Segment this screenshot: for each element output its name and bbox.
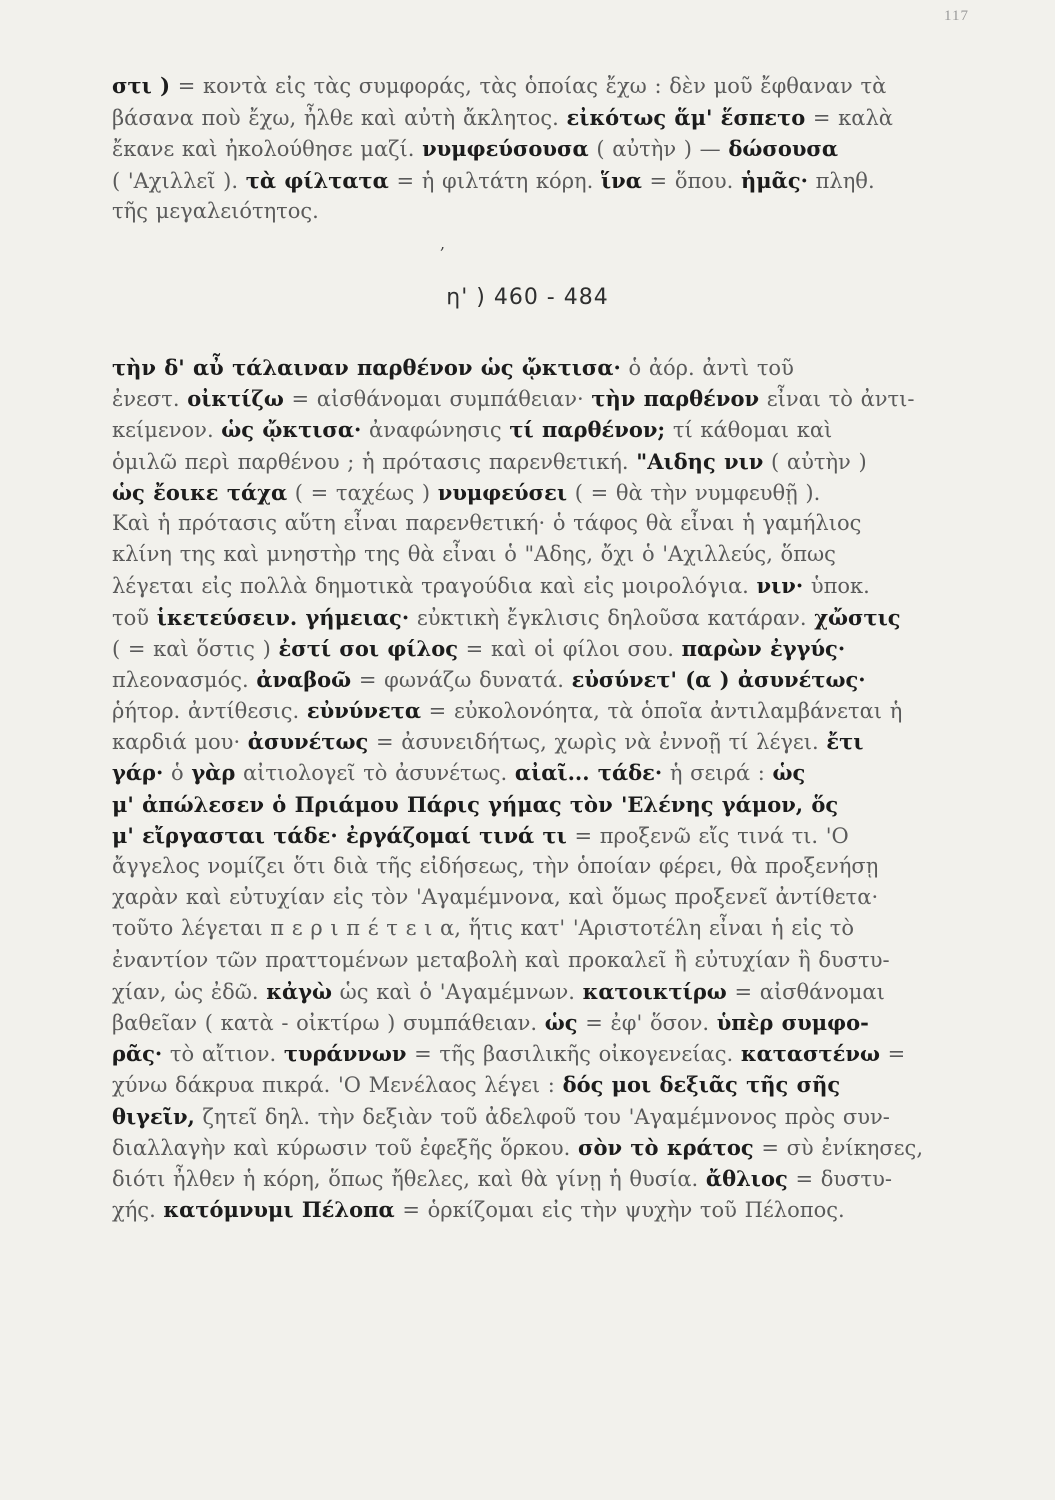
bold-term: εὐσύνετ' (α ) ἀσυνέτως·: [571, 666, 866, 692]
bold-term: μ' ἀπώλεσεν ὁ Πριάμου Πάρις γήμας τὸν 'Ελένης γάμον, ὅς: [112, 791, 839, 817]
text-line: [112, 913, 912, 944]
gloss-text: διαλλαγὴν καὶ κύρωσιν τοῦ ἐφεξῆς ὅρκου.: [112, 1135, 579, 1160]
gloss-text: ( = ταχέως ): [287, 480, 438, 505]
bold-term: κατόμνυμι Πέλοπα: [163, 1197, 395, 1223]
gloss-text: ὑποκ.: [803, 574, 870, 599]
bold-term: νυμφεύσουσα: [422, 136, 589, 162]
gloss-text: τοῦ: [112, 605, 157, 630]
text-line: [112, 1132, 923, 1163]
bold-term: ἀναβοῶ: [256, 666, 352, 692]
gloss-text: ( = καὶ ὅστις ): [112, 636, 279, 661]
section-heading: η' ) 460 - 484: [446, 285, 609, 310]
gloss-text: = αἰσθάνομαι συμπάθειαν·: [283, 387, 592, 412]
text-line: [112, 1101, 912, 1132]
bold-term: καταστένω: [740, 1041, 880, 1067]
gloss-text: χής.: [112, 1198, 164, 1223]
gloss-text: ( αὐτὴν ) —: [588, 137, 729, 162]
bold-term: τί παρθένον;: [509, 417, 666, 443]
text-line: [112, 1194, 912, 1225]
text-line: [112, 352, 912, 383]
gloss-text: ὁμιλῶ περὶ παρθένου ; ἡ πρότασις παρενθετική.: [112, 449, 637, 474]
stray-mark: ,: [440, 234, 446, 253]
bold-term: ὡς ᾤκτισα·: [221, 417, 362, 443]
bold-term: χὤστις: [814, 604, 901, 630]
gloss-text: βαθεῖαν ( κατὰ - οἰκτίρω ) συμπάθειαν.: [112, 1010, 545, 1035]
bold-term: εὐνύνετα: [306, 698, 421, 724]
text-line: [112, 820, 912, 851]
bold-term: κἀγὼ: [266, 978, 332, 1004]
gloss-text: κείμενον.: [112, 418, 222, 443]
text-line: [112, 726, 912, 757]
text-line: [112, 477, 912, 508]
gloss-text: = τῆς βασιλικῆς οἰκογενείας.: [406, 1042, 741, 1067]
text-line: [112, 602, 912, 633]
text-line: [112, 1007, 912, 1038]
gloss-text: = προξενῶ εἴς τινά τι. 'Ο: [566, 823, 849, 848]
gloss-text: = αἰσθάνομαι: [726, 979, 885, 1004]
gloss-text: τοῦτο λέγεται π ε ρ ι π έ τ ε ι α, ἥτις κατ' 'Αριστοτέλη εἶναι ἡ εἰς τὸ: [112, 916, 855, 941]
gloss-text: = ὁρκίζομαι εἰς τὴν ψυχὴν τοῦ Πέλοπος.: [394, 1198, 845, 1223]
gloss-text: = καλὰ: [805, 105, 893, 130]
text-line: [112, 539, 912, 570]
bold-term: δός μοι δεξιᾶς τῆς σῆς: [562, 1072, 841, 1098]
text-line: [112, 789, 912, 820]
gloss-text: = κοντὰ εἰς τὰς συμφοράς, τὰς ὁποίας ἔχω : δὲν μοῦ ἔφθαναν τὰ: [170, 74, 887, 98]
gloss-text: Καὶ ἡ πρότασις αὕτη εἶναι παρενθετική· ὁ τάφος θὰ εἶναι ἡ γαμήλιος: [112, 510, 862, 535]
text-line: [112, 757, 912, 788]
bold-term: σὸν τὸ κράτος: [578, 1134, 754, 1160]
gloss-text: τὸ αἴτιον.: [162, 1042, 284, 1067]
text-line: [112, 1038, 912, 1069]
gloss-text: πλεονασμός.: [112, 667, 257, 692]
bold-term: νιν·: [756, 573, 804, 599]
gloss-text: = εὐκολονόητα, τὰ ὁποῖα ἀντιλαμβάνεται ἡ: [421, 699, 903, 724]
bold-term: παρὼν ἐγγύς·: [681, 635, 846, 661]
text-line: [112, 133, 912, 165]
text-line: [112, 633, 912, 664]
bold-term: ἀσυνέτως: [247, 729, 369, 755]
gloss-text: = ὅπου.: [641, 168, 742, 193]
paragraph-2: [112, 352, 923, 1225]
gloss-text: ἐνεστ.: [112, 387, 188, 412]
gloss-text: ὡς καὶ ὁ 'Αγαμέμνων.: [331, 979, 583, 1004]
text-line: [112, 446, 912, 477]
gloss-text: =: [879, 1042, 906, 1067]
gloss-text: λέγεται εἰς πολλὰ δημοτικὰ τραγούδια καὶ εἰς μοιρολόγια.: [112, 574, 757, 599]
text-line: [112, 976, 912, 1007]
gloss-text: τῆς μεγαλειότητος.: [112, 199, 319, 224]
gloss-text: ὁ: [163, 761, 192, 786]
gloss-text: ἔκανε καὶ ἠκολούθησε μαζί.: [112, 137, 423, 162]
bold-term: ὡς: [772, 760, 806, 786]
text-line: [112, 1069, 912, 1100]
text-line: [112, 508, 912, 539]
gloss-text: ὁ ἀόρ. ἀντὶ τοῦ: [620, 356, 794, 380]
gloss-text: = καὶ οἱ φίλοι σου.: [458, 636, 682, 661]
bold-term: ὑπὲρ συμφο-: [716, 1009, 869, 1035]
gloss-text: ἄγγελος νομίζει ὅτι διὰ τῆς εἰδήσεως, τὴν ὁποίαν φέρει, θὰ προξενήσῃ: [112, 854, 879, 878]
bold-term: τὴν παρθένον: [591, 386, 760, 412]
bold-term: κατοικτίρω: [582, 978, 727, 1004]
bold-term: "Αιδης νιν: [636, 448, 764, 474]
text-line: [112, 196, 912, 228]
gloss-text: = σὺ ἐνίκησες,: [753, 1135, 923, 1160]
gloss-text: = φωνάζω δυνατά.: [351, 667, 572, 692]
bold-term: ἡμᾶς·: [741, 167, 808, 193]
bold-term: τὴν δ' αὖ τάλαιναν παρθένον ὡς ᾤκτισα·: [112, 355, 621, 380]
text-line: [112, 383, 915, 414]
text-line: [112, 102, 912, 134]
text-line: [112, 414, 912, 445]
bold-term: θιγεῖν,: [112, 1103, 195, 1129]
gloss-text: τί κάθομαι καὶ: [665, 418, 833, 443]
gloss-text: ( = θὰ τὴν νυμφευθῇ ).: [567, 480, 821, 505]
text-line: [112, 1163, 912, 1194]
bold-term: τυράννων: [283, 1041, 407, 1067]
bold-term: γὰρ: [191, 760, 236, 786]
text-line: [112, 695, 912, 726]
gloss-text: ἀναφώνησις: [361, 418, 510, 443]
gloss-text: εὐκτικὴ ἔγκλισις δηλοῦσα κατάραν.: [409, 605, 815, 630]
text-line: [112, 570, 912, 601]
gloss-text: ἐναντίον τῶν πραττομένων μεταβολὴ καὶ προκαλεῖ ἢ εὐτυχίαν ἢ δυστυ-: [112, 947, 890, 972]
bold-term: ἱκετεύσειν. γήμειας·: [156, 604, 410, 630]
bold-term: αἰαῖ... τάδε·: [514, 760, 663, 786]
bold-term: εἰκότως ἅμ' ἕσπετο: [566, 104, 806, 130]
bold-term: οἰκτίζω: [187, 386, 284, 412]
bold-term: γάρ·: [112, 760, 164, 786]
gloss-text: ἡ σειρά :: [662, 761, 773, 786]
gloss-text: = ἀσυνειδήτως, χωρὶς νὰ ἐννοῇ τί λέγει.: [368, 730, 827, 755]
text-line: [112, 664, 912, 695]
bold-term: ἐστί σοι φίλος: [278, 635, 458, 661]
text-line: [112, 882, 912, 913]
gloss-text: = ἡ φιλτάτη κόρη.: [388, 168, 601, 193]
gloss-text: πληθ.: [807, 168, 875, 193]
text-line: [112, 165, 912, 197]
paragraph-1: [112, 70, 912, 228]
bold-term: ρᾶς·: [112, 1041, 163, 1067]
gloss-text: εἶναι τὸ ἀντι-: [759, 387, 915, 412]
bold-term: ἔτι: [826, 729, 864, 755]
gloss-text: ζητεῖ δηλ. τὴν δεξιὰν τοῦ ἀδελφοῦ του 'Αγαμέμνονος πρὸς συν-: [194, 1104, 890, 1129]
gloss-text: ( αὐτὴν ): [763, 449, 867, 474]
gloss-text: καρδιά μου·: [112, 730, 248, 755]
text-line: [112, 945, 912, 976]
bold-term: στι ): [112, 73, 171, 98]
gloss-text: διότι ἦλθεν ἡ κόρη, ὅπως ἤθελες, καὶ θὰ γίνῃ ἡ θυσία.: [112, 1166, 706, 1191]
gloss-text: ῥήτορ. ἀντίθεσις.: [112, 699, 307, 724]
bold-term: νυμφεύσει: [437, 479, 568, 505]
bold-term: δώσουσα: [728, 136, 839, 162]
page-number: 117: [944, 8, 969, 24]
bold-term: ἄθλιος: [705, 1165, 788, 1191]
text-line: [112, 851, 912, 882]
bold-term: ἵνα: [600, 167, 642, 193]
bold-term: τὰ φίλτατα: [245, 167, 389, 193]
bold-term: ὡς ἔοικε τάχα: [112, 479, 288, 505]
text-line: [112, 70, 912, 102]
gloss-text: χίαν, ὡς ἐδῶ.: [112, 979, 267, 1004]
bold-term: μ' εἴργασται τάδε· ἐργάζομαί τινά τι: [112, 822, 567, 848]
bold-term: ὡς: [544, 1009, 578, 1035]
gloss-text: = ἐφ' ὅσον.: [577, 1010, 717, 1035]
gloss-text: βάσανα ποὺ ἔχω, ἦλθε καὶ αὐτὴ ἄκλητος.: [112, 105, 567, 130]
gloss-text: κλίνη της καὶ μνηστὴρ της θὰ εἶναι ὁ "Αδης, ὄχι ὁ 'Αχιλλεύς, ὅπως: [112, 542, 836, 567]
gloss-text: ( 'Αχιλλεῖ ).: [112, 168, 246, 193]
gloss-text: χαρὰν καὶ εὐτυχίαν εἰς τὸν 'Αγαμέμνονα, καὶ ὅμως προξενεῖ ἀντίθετα·: [112, 885, 879, 910]
gloss-text: = δυστυ-: [787, 1166, 892, 1191]
gloss-text: χύνω δάκρυα πικρά. 'Ο Μενέλαος λέγει :: [112, 1073, 563, 1098]
gloss-text: αἰτιολογεῖ τὸ ἀσυνέτως.: [235, 761, 515, 786]
